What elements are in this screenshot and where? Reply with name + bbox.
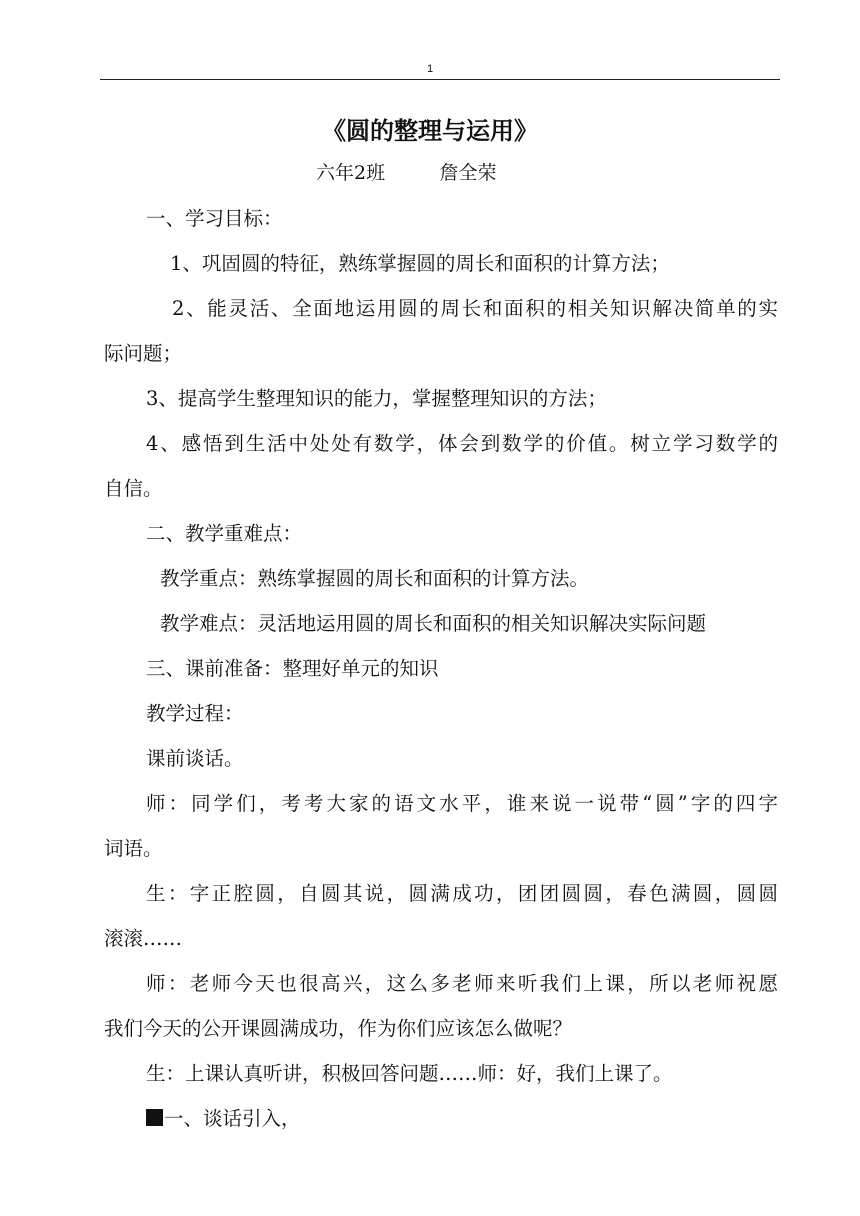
page-number: 1 xyxy=(426,63,434,75)
section-heading-preparation: 三、课前准备：整理好单元的知识 xyxy=(146,657,439,680)
objective-3: 3、提高学生整理知识的能力，掌握整理知识的方法； xyxy=(146,387,607,410)
objective-1: 1、巩固圆的特征，熟练掌握圆的周长和面积的计算方法； xyxy=(170,252,670,275)
introduction-text: 一、谈话引入， xyxy=(164,1107,301,1130)
section-heading-introduction xyxy=(146,1105,301,1133)
byline xyxy=(316,160,496,186)
header-rule xyxy=(100,79,780,80)
objective-4-continued: 自信。 xyxy=(104,477,163,500)
dialogue-teacher-1-continued: 词语。 xyxy=(104,837,163,860)
byline-author: 詹全荣 xyxy=(439,162,497,184)
dialogue-teacher-2-continued: 我们今天的公开课圆满成功，作为你们应该怎么做呢？ xyxy=(104,1017,573,1040)
section-heading-key-points: 二、教学重难点： xyxy=(146,522,303,545)
difficult-point: 教学难点：灵活地运用圆的周长和面积的相关知识解决实际问题 xyxy=(160,612,707,635)
dialogue-student-2: 生：上课认真听讲，积极回答问题……师：好，我们上课了。 xyxy=(146,1062,673,1085)
square-bullet-icon xyxy=(146,1109,163,1126)
dialogue-teacher-1: 师：同学们，考考大家的语文水平，谁来说一说带“圆”字的四字 xyxy=(146,792,778,815)
objective-2-continued: 际问题； xyxy=(104,342,183,365)
key-point: 教学重点：熟练掌握圆的周长和面积的计算方法。 xyxy=(160,567,590,590)
dialogue-teacher-2: 师：老师今天也很高兴，这么多老师来听我们上课，所以老师祝愿 xyxy=(146,972,778,995)
section-heading-objectives: 一、学习目标： xyxy=(146,207,283,230)
teaching-process-heading: 教学过程： xyxy=(146,702,244,725)
document-title: 《圆的整理与运用》 xyxy=(322,117,538,145)
objective-4: 4、感悟到生活中处处有数学，体会到数学的价值。树立学习数学的 xyxy=(146,432,778,455)
byline-class: 六年2班 xyxy=(316,162,386,184)
pre-class-talk-heading: 课前谈话。 xyxy=(146,747,244,770)
dialogue-student-1-continued: 滚滚…… xyxy=(104,927,183,950)
dialogue-student-1: 生：字正腔圆，自圆其说，圆满成功，团团圆圆，春色满圆，圆圆 xyxy=(146,882,778,905)
objective-2: 2、能灵活、全面地运用圆的周长和面积的相关知识解决简单的实 xyxy=(172,297,778,320)
